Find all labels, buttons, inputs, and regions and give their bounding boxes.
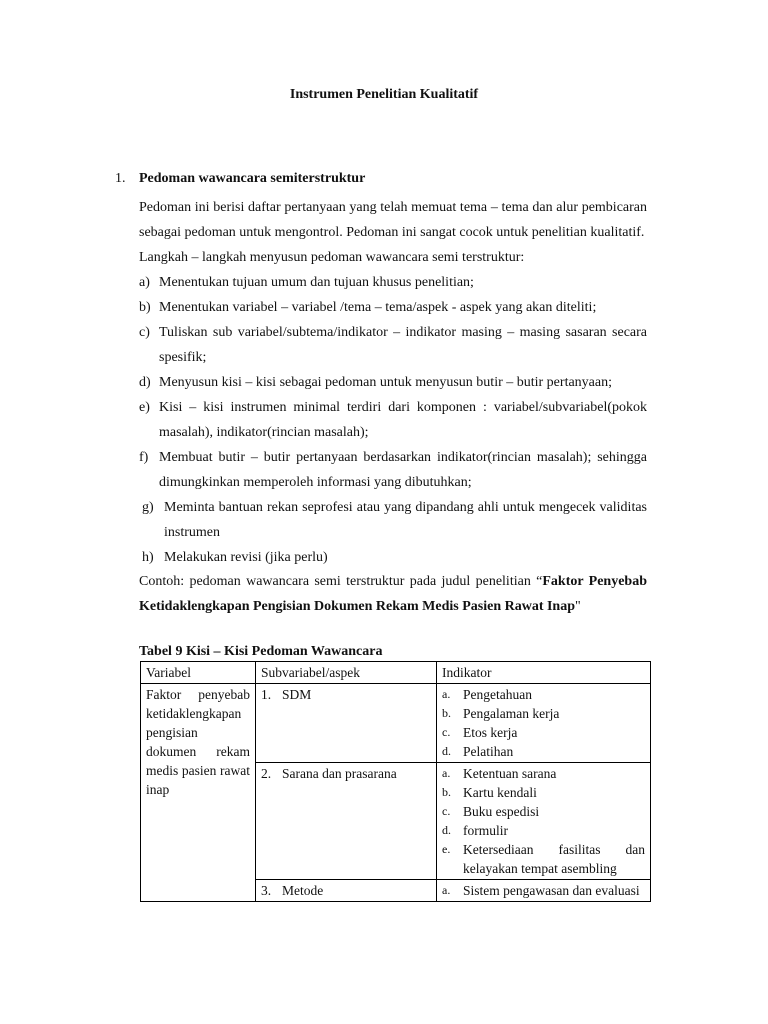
sub-text: Metode (282, 883, 324, 898)
step-text: Membuat butir – butir pertanyaan berdasarkan indikator(rincian masalah); sehingga dimungkinkan memperoleh informasi yang dibutuhkan; (159, 450, 647, 490)
step-label: f) (139, 450, 149, 465)
step-label: c) (139, 325, 150, 340)
table-caption: Tabel 9 Kisi – Kisi Pedoman Wawancara (139, 644, 383, 659)
step-label: h) (142, 550, 154, 565)
list-item: a. Sistem pengawasan dan evaluasi (442, 883, 640, 898)
list-item: c. Buku espedisi (442, 804, 540, 819)
step-text: Menentukan tujuan umum dan tujuan khusus penelitian; (159, 275, 474, 290)
steps-intro: Langkah – langkah menyusun pedoman wawancara semi terstruktur: (139, 250, 525, 265)
list-item: d. Pelatihan (442, 744, 514, 759)
subvariabel-cell (256, 880, 437, 902)
page-title: Instrumen Penelitian Kualitatif (289, 87, 479, 102)
sub-text: SDM (282, 687, 312, 702)
list-item: c. Etos kerja (442, 725, 518, 740)
step-label: d) (139, 375, 151, 390)
indikator-cell (437, 880, 651, 902)
step-text: Menentukan variabel – variabel /tema – tema/aspek - aspek yang akan diteliti; (159, 300, 597, 315)
step-label: b) (139, 300, 151, 315)
intro-line-1: Pedoman ini berisi daftar pertanyaan yang telah memuat tema – tema dan alur pembicaran (139, 200, 647, 215)
header-subvariabel: Subvariabel/aspek (256, 662, 437, 684)
indikator-cell (437, 684, 651, 763)
header-variabel: Variabel (141, 662, 256, 684)
step-text: Menyusun kisi – kisi sebagai pedoman untuk menyusun butir – butir pertanyaan; (159, 375, 612, 390)
section-number: 1. (115, 171, 126, 186)
variabel-cell (141, 684, 256, 902)
table-row (141, 684, 651, 763)
example-title: Faktor Penyebab Ketidaklengkapan Pengisian Dokumen Rekam Medis Pasien Rawat Inap (139, 574, 647, 614)
kisi-table (140, 661, 651, 902)
indikator-cell (437, 763, 651, 880)
sub-text: Sarana dan prasarana (282, 766, 397, 781)
step-label: e) (139, 400, 150, 415)
list-item: b. Kartu kendali (442, 785, 537, 800)
subvariabel-cell (256, 763, 437, 880)
example-paragraph (139, 569, 647, 619)
intro-line-2: sebagai pedoman untuk mengontrol. Pedoman ini sangat cocok untuk penelitian kualitatif. (139, 225, 645, 240)
list-item: d. formulir (442, 823, 508, 838)
header-indikator: Indikator (437, 662, 651, 684)
step-text: Kisi – kisi instrumen minimal terdiri dari komponen : variabel/subvariabel(pokok masalah), indikator(rincian masalah); (159, 400, 647, 440)
table-header-row (141, 662, 651, 684)
sub-number: 3. (261, 883, 272, 898)
step-text: Tuliskan sub variabel/subtema/indikator – indikator masing – masing sasaran secara spesifik; (159, 325, 647, 365)
section-title: Pedoman wawancara semiterstruktur (139, 171, 366, 186)
step-label: g) (142, 500, 154, 515)
list-item: e. Ketersediaan fasilitas dan kelayakan tempat asembling (442, 842, 645, 876)
sub-number: 1. (261, 687, 272, 702)
list-item: a. Ketentuan sarana (442, 766, 557, 781)
step-text: Melakukan revisi (jika perlu) (164, 550, 328, 565)
intro-paragraph (139, 195, 647, 245)
sub-number: 2. (261, 766, 272, 781)
step-text: Meminta bantuan rekan seprofesi atau yang dipandang ahli untuk mengecek validitas instrumen (164, 500, 647, 540)
list-item: a. Pengetahuan (442, 687, 532, 702)
example-prefix: Contoh: pedoman wawancara semi terstruktur pada judul penelitian “ (139, 574, 543, 589)
subvariabel-cell (256, 684, 437, 763)
list-item: b. Pengalaman kerja (442, 706, 560, 721)
step-label: a) (139, 275, 150, 290)
variabel-text: Faktor penyebab ketidaklengkapan pengisian dokumen rekam medis pasien rawat inap (146, 687, 250, 797)
example-suffix: " (575, 599, 581, 614)
